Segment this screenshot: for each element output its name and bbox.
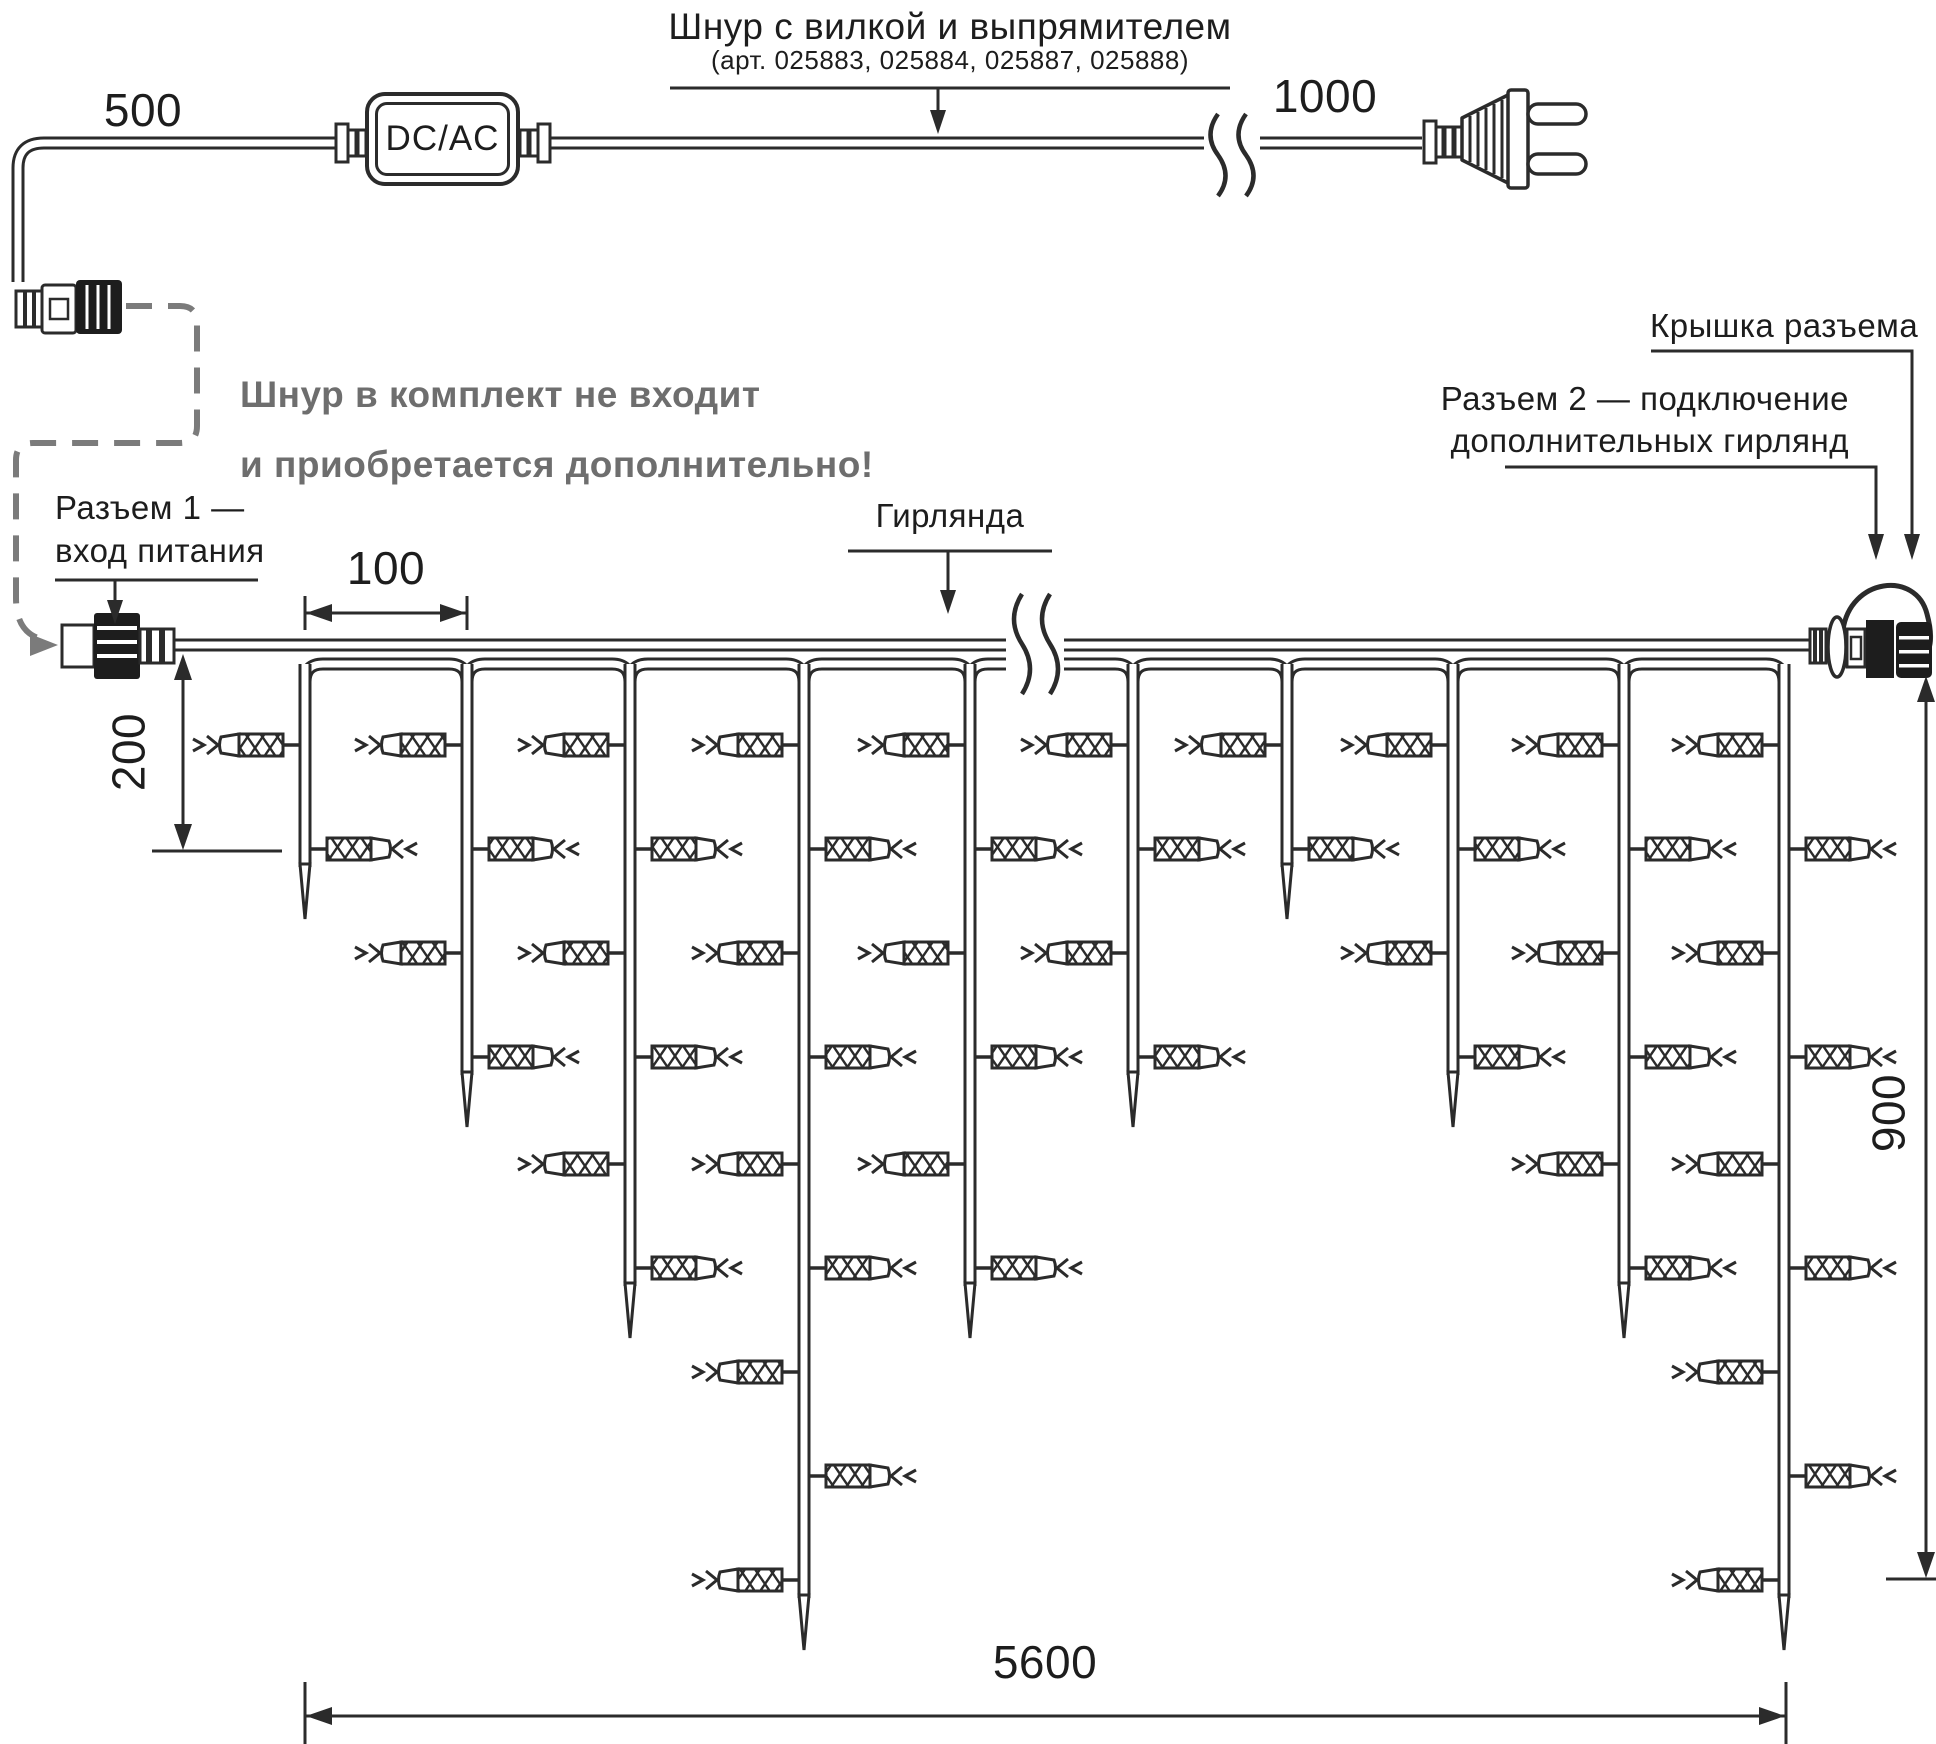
- lamp-tip: [1699, 942, 1719, 964]
- light-direction-arrow-icon: [717, 1259, 742, 1277]
- lamp-icon: [518, 734, 625, 756]
- lamp-tip: [1690, 1046, 1710, 1068]
- light-direction-arrow-icon: [1220, 840, 1245, 858]
- down-arrow-icon: [940, 590, 956, 614]
- lamp-tip: [545, 942, 565, 964]
- lamp-icon: [635, 1257, 742, 1279]
- light-direction-arrow-icon: [1672, 736, 1697, 754]
- light-direction-arrow-icon: [554, 1048, 579, 1066]
- light-direction-arrow-icon: [1672, 1363, 1697, 1381]
- dimension-arrow-icon: [1759, 1707, 1785, 1725]
- dimension-arrow-icon: [1917, 1552, 1935, 1578]
- bay-wire: [305, 664, 467, 700]
- lamp-icon: [1138, 838, 1245, 860]
- title-leader: [670, 88, 1230, 112]
- lamp-icon: [1021, 734, 1128, 756]
- lamp-tip: [885, 1153, 905, 1175]
- lamp-tip: [220, 734, 240, 756]
- lamp-tip: [1850, 1257, 1870, 1279]
- light-direction-arrow-icon: [1220, 1048, 1245, 1066]
- lamp-icon: [1789, 838, 1896, 860]
- drop-tip: [1619, 1283, 1629, 1338]
- lamp-tip: [870, 1046, 890, 1068]
- light-direction-arrow-icon: [1057, 840, 1082, 858]
- light-direction-arrow-icon: [518, 944, 543, 962]
- lamp-icon: [975, 1257, 1082, 1279]
- lamp-icon: [1021, 942, 1128, 964]
- garland-label: Гирлянда: [875, 497, 1025, 534]
- connector1-label-line1: Разъем 1 —: [55, 489, 245, 526]
- lamp-tip: [870, 1465, 890, 1487]
- light-direction-arrow-icon: [692, 1155, 717, 1173]
- lamp-tip: [1353, 838, 1373, 860]
- cord-connector-icon: [16, 280, 122, 334]
- light-direction-arrow-icon: [1871, 1048, 1896, 1066]
- lamp-icon: [858, 942, 965, 964]
- lamp-tip: [1699, 1361, 1719, 1383]
- lamps-layer: [193, 734, 1896, 1591]
- light-direction-arrow-icon: [717, 840, 742, 858]
- light-direction-arrow-icon: [1057, 1259, 1082, 1277]
- title-line2-articles: (арт. 025883, 025884, 025887, 025888): [710, 45, 1190, 75]
- callout-leaders: [55, 88, 1920, 624]
- light-direction-arrow-icon: [1374, 840, 1399, 858]
- lamp-tip: [696, 1046, 716, 1068]
- light-direction-arrow-icon: [692, 736, 717, 754]
- light-direction-arrow-icon: [858, 944, 883, 962]
- lamp-icon: [858, 1153, 965, 1175]
- lamp-tip: [1699, 1153, 1719, 1175]
- bay-wire: [1133, 664, 1287, 700]
- light-direction-arrow-icon: [355, 736, 380, 754]
- light-direction-arrow-icon: [891, 840, 916, 858]
- lamp-icon: [1672, 1569, 1779, 1591]
- connector2-leader: [1505, 467, 1876, 536]
- lamp-tip: [1519, 838, 1539, 860]
- lamp-icon: [1458, 838, 1565, 860]
- power-plug-icon: [1424, 90, 1586, 188]
- connector1-leader: [55, 580, 258, 602]
- lamp-tip: [696, 1257, 716, 1279]
- light-direction-arrow-icon: [891, 1259, 916, 1277]
- bay-wire: [467, 664, 630, 700]
- light-direction-arrow-icon: [1175, 736, 1200, 754]
- lamp-icon: [692, 942, 799, 964]
- lamp-tip: [371, 838, 391, 860]
- light-direction-arrow-icon: [1871, 1259, 1896, 1277]
- lamp-tip: [382, 734, 402, 756]
- dimension-arrow-icon: [306, 1707, 332, 1725]
- lamp-tip: [719, 1153, 739, 1175]
- lamp-icon: [472, 1046, 579, 1068]
- drop-tip: [1779, 1595, 1789, 1650]
- dc-ac-adapter-label: DC/AC: [375, 102, 510, 176]
- dimension-lines: [152, 596, 1936, 1744]
- lamp-icon: [692, 1361, 799, 1383]
- lamp-icon: [1672, 1361, 1779, 1383]
- lamp-icon: [1341, 942, 1448, 964]
- lamp-tip: [1048, 942, 1068, 964]
- lamp-icon: [1629, 1257, 1736, 1279]
- lamp-tip: [1690, 838, 1710, 860]
- lamp-icon: [692, 734, 799, 756]
- light-direction-arrow-icon: [554, 840, 579, 858]
- lamp-icon: [1789, 1046, 1896, 1068]
- drop-tip: [965, 1283, 975, 1338]
- light-direction-arrow-icon: [1540, 1048, 1565, 1066]
- dashed-arrow-icon: [30, 634, 58, 656]
- dim-900-label: 900: [1862, 1073, 1915, 1153]
- lamp-icon: [809, 838, 916, 860]
- garland-connector-2-icon: [1810, 585, 1932, 678]
- lamp-tip: [885, 942, 905, 964]
- lamp-icon: [1458, 1046, 1565, 1068]
- lamp-tip: [1048, 734, 1068, 756]
- light-direction-arrow-icon: [858, 1155, 883, 1173]
- lamp-tip: [545, 1153, 565, 1175]
- down-arrow-icon: [1904, 534, 1920, 560]
- lamp-icon: [310, 838, 417, 860]
- light-direction-arrow-icon: [1021, 944, 1046, 962]
- dc-ac-adapter-icon: [365, 92, 520, 186]
- bay-wire: [630, 664, 804, 700]
- drop-tip: [462, 1072, 472, 1127]
- light-direction-arrow-icon: [1711, 1259, 1736, 1277]
- lamp-tip: [1199, 1046, 1219, 1068]
- dimension-arrow-icon: [1917, 676, 1935, 702]
- lamp-tip: [696, 838, 716, 860]
- drop-tip: [1128, 1072, 1138, 1127]
- light-direction-arrow-icon: [1672, 1571, 1697, 1589]
- bay-wire: [804, 664, 970, 700]
- lamp-icon: [1789, 1465, 1896, 1487]
- lamp-icon: [1789, 1257, 1896, 1279]
- lamp-tip: [1850, 1046, 1870, 1068]
- lamp-tip: [1850, 1465, 1870, 1487]
- bay-wire: [1287, 664, 1453, 700]
- title-line1: Шнур с вилкой и выпрямителем: [668, 6, 1232, 47]
- light-direction-arrow-icon: [1057, 1048, 1082, 1066]
- light-direction-arrow-icon: [1711, 1048, 1736, 1066]
- connector1-label-line2: вход питания: [55, 532, 265, 569]
- light-direction-arrow-icon: [355, 944, 380, 962]
- dimension-arrow-icon: [174, 654, 192, 680]
- drop-tip: [799, 1595, 809, 1650]
- light-direction-arrow-icon: [891, 1467, 916, 1485]
- dim-100-label: 100: [346, 542, 426, 594]
- light-direction-arrow-icon: [1672, 944, 1697, 962]
- lamp-icon: [1512, 942, 1619, 964]
- lamp-icon: [635, 838, 742, 860]
- lamp-tip: [870, 1257, 890, 1279]
- dimension-arrow-icon: [440, 604, 466, 622]
- lamp-tip: [1036, 838, 1056, 860]
- power-cord-500-wire: [18, 143, 348, 282]
- light-direction-arrow-icon: [692, 1363, 717, 1381]
- lamp-tip: [1368, 942, 1388, 964]
- lamp-tip: [1539, 1153, 1559, 1175]
- bay-wire: [1624, 664, 1784, 700]
- lamp-tip: [545, 734, 565, 756]
- light-direction-arrow-icon: [1341, 944, 1366, 962]
- dim-5600-label: 5600: [992, 1636, 1098, 1688]
- light-direction-arrow-icon: [717, 1048, 742, 1066]
- dimension-arrow-icon: [174, 824, 192, 850]
- lamp-icon: [1138, 1046, 1245, 1068]
- lamp-icon: [355, 942, 462, 964]
- light-direction-arrow-icon: [518, 736, 543, 754]
- cap-label: Крышка разъема: [1650, 307, 1919, 344]
- lamp-tip: [885, 734, 905, 756]
- lamp-icon: [193, 734, 300, 756]
- lamp-icon: [1629, 1046, 1736, 1068]
- lamp-icon: [1672, 942, 1779, 964]
- dim-500-label: 500: [103, 84, 183, 136]
- lamp-icon: [692, 1153, 799, 1175]
- lamp-tip: [533, 1046, 553, 1068]
- light-direction-arrow-icon: [692, 1571, 717, 1589]
- drop-tip: [1282, 864, 1292, 919]
- lamp-tip: [1699, 1569, 1719, 1591]
- lamp-tip: [719, 1361, 739, 1383]
- bay-wire: [1453, 664, 1624, 700]
- lamp-icon: [975, 838, 1082, 860]
- lamp-icon: [518, 942, 625, 964]
- light-direction-arrow-icon: [692, 944, 717, 962]
- lamp-icon: [692, 1569, 799, 1591]
- down-arrow-icon: [930, 110, 946, 134]
- dim-1000-label: 1000: [1272, 70, 1378, 122]
- lamp-icon: [809, 1465, 916, 1487]
- lamp-icon: [1672, 1153, 1779, 1175]
- lamp-icon: [1672, 734, 1779, 756]
- lamp-icon: [809, 1257, 916, 1279]
- lamp-icon: [635, 1046, 742, 1068]
- light-direction-arrow-icon: [1871, 840, 1896, 858]
- light-direction-arrow-icon: [392, 840, 417, 858]
- connector2-label-line2: дополнительных гирлянд: [1450, 422, 1849, 459]
- lamp-tip: [719, 1569, 739, 1591]
- lamp-tip: [1850, 838, 1870, 860]
- lamp-tip: [533, 838, 553, 860]
- breaks-layer: [1006, 114, 1260, 694]
- dimension-arrow-icon: [306, 604, 332, 622]
- lamp-tip: [1539, 942, 1559, 964]
- lamp-tip: [870, 838, 890, 860]
- lamp-icon: [1292, 838, 1399, 860]
- lamp-icon: [809, 1046, 916, 1068]
- lamp-tip: [719, 734, 739, 756]
- light-direction-arrow-icon: [1871, 1467, 1896, 1485]
- light-direction-arrow-icon: [1512, 944, 1537, 962]
- lamp-tip: [1539, 734, 1559, 756]
- light-direction-arrow-icon: [1512, 1155, 1537, 1173]
- light-direction-arrow-icon: [1341, 736, 1366, 754]
- light-direction-arrow-icon: [1021, 736, 1046, 754]
- lamp-tip: [1199, 838, 1219, 860]
- drop-tip: [300, 864, 310, 919]
- drop-tip: [625, 1283, 635, 1338]
- light-direction-arrow-icon: [1512, 736, 1537, 754]
- light-direction-arrow-icon: [1672, 1155, 1697, 1173]
- lamp-icon: [1512, 734, 1619, 756]
- dim-200-label: 200: [102, 712, 155, 792]
- light-direction-arrow-icon: [1540, 840, 1565, 858]
- optional-cord-dashed-path: [16, 306, 197, 656]
- lamp-icon: [1512, 1153, 1619, 1175]
- garland-leader: [848, 551, 1052, 592]
- light-direction-arrow-icon: [858, 736, 883, 754]
- light-direction-arrow-icon: [891, 1048, 916, 1066]
- light-direction-arrow-icon: [518, 1155, 543, 1173]
- lamp-icon: [355, 734, 462, 756]
- garland-connector-1-icon: [62, 613, 174, 679]
- lamp-icon: [518, 1153, 625, 1175]
- lamp-icon: [1629, 838, 1736, 860]
- connector2-label-line1: Разъем 2 — подключение: [1440, 380, 1849, 417]
- note-line2: и приобретается дополнительно!: [240, 444, 874, 485]
- lamp-tip: [1036, 1046, 1056, 1068]
- lamp-tip: [382, 942, 402, 964]
- light-direction-arrow-icon: [1711, 840, 1736, 858]
- lamp-tip: [1690, 1257, 1710, 1279]
- note-line1: Шнур в комплект не входит: [240, 374, 761, 415]
- lamp-icon: [1175, 734, 1282, 756]
- lamp-tip: [1368, 734, 1388, 756]
- lamp-icon: [472, 838, 579, 860]
- lamp-tip: [1519, 1046, 1539, 1068]
- lamp-tip: [1699, 734, 1719, 756]
- lamp-tip: [719, 942, 739, 964]
- lamp-tip: [1202, 734, 1222, 756]
- down-arrow-icon: [1868, 534, 1884, 560]
- lamp-icon: [975, 1046, 1082, 1068]
- dim-5600-line: [305, 1682, 1786, 1744]
- lamp-icon: [858, 734, 965, 756]
- lamp-icon: [1341, 734, 1448, 756]
- drop-tip: [1448, 1072, 1458, 1127]
- lamp-tip: [1036, 1257, 1056, 1279]
- light-direction-arrow-icon: [193, 736, 218, 754]
